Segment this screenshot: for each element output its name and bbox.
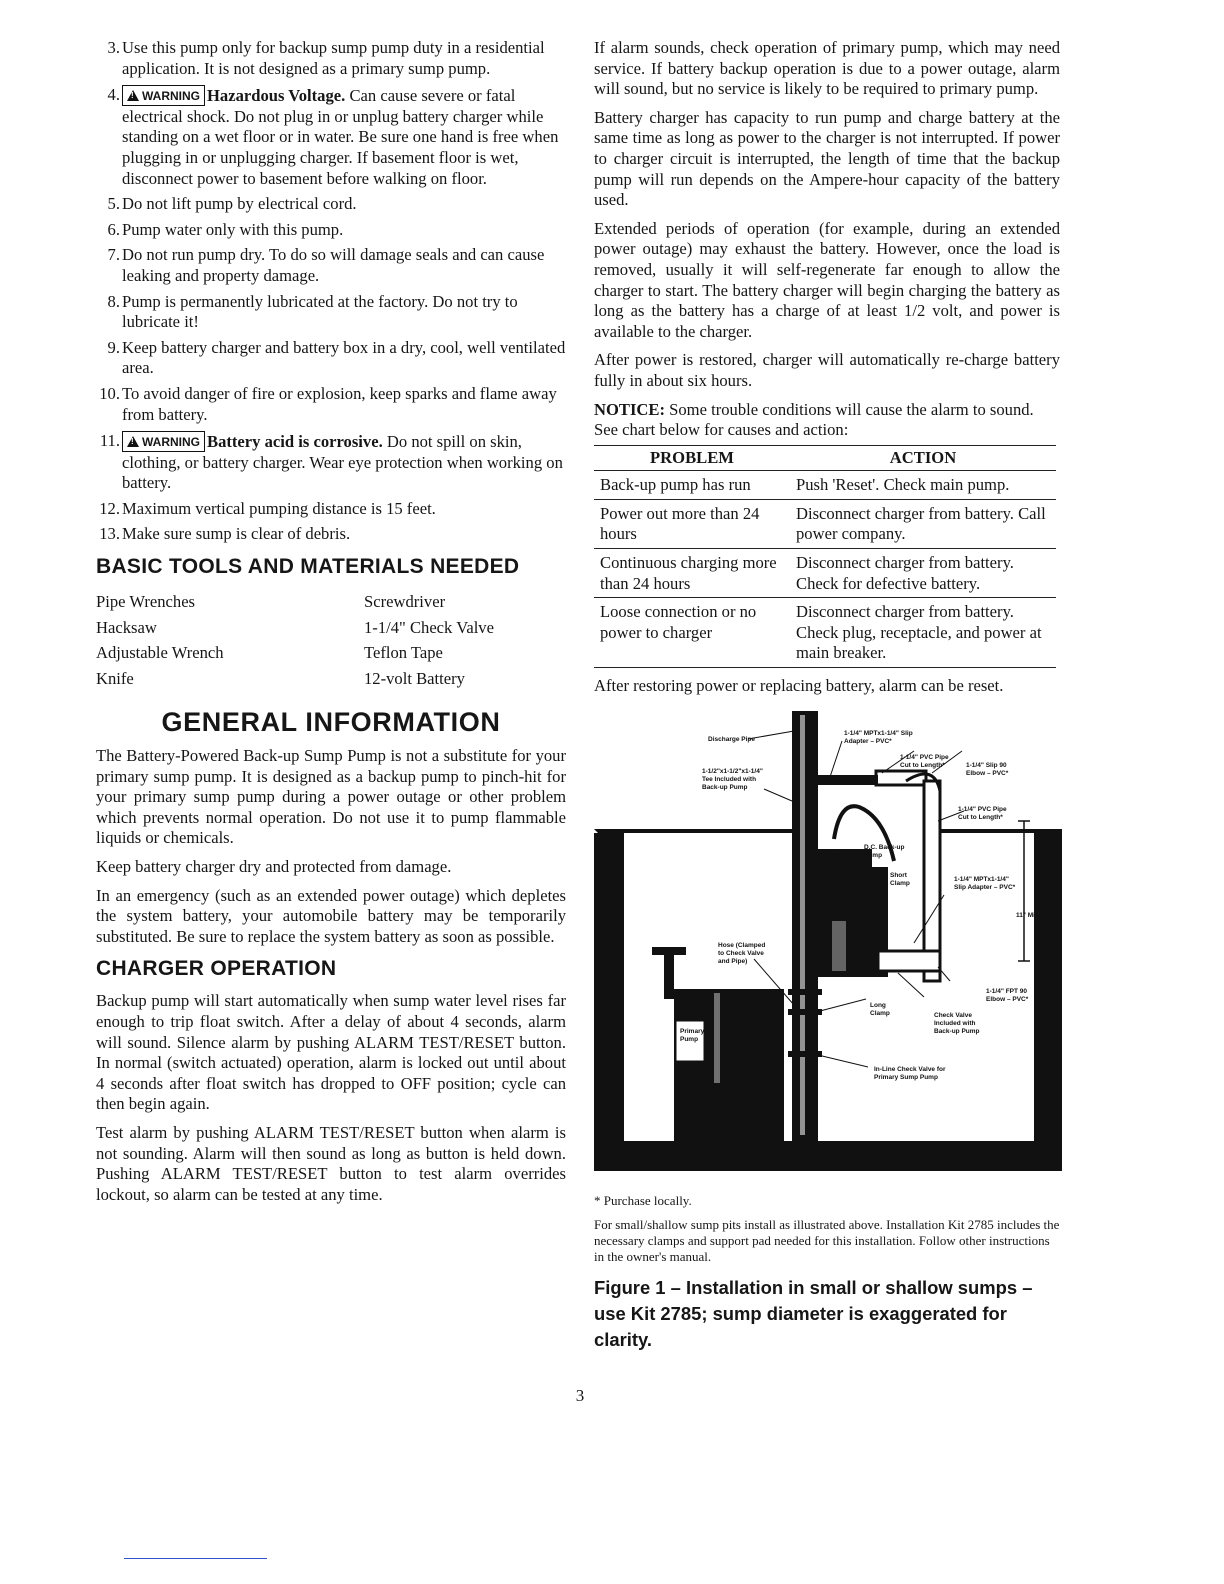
tool-item: Adjustable Wrench xyxy=(96,643,224,663)
list-item: 9. Keep battery charger and battery box in a dry, cool, well ventilated area. xyxy=(107,337,566,378)
problem-cell: Loose connection or no power to charger xyxy=(594,598,790,668)
svg-text:1-1/4" PVC Pipe: 1-1/4" PVC Pipe xyxy=(900,753,949,761)
figure-title: Figure 1 – Installation in small or shallow sumps – use Kit 2785; sump diameter is exaggerated for clarity. xyxy=(594,1276,1033,1350)
svg-text:Pad: Pad xyxy=(826,851,838,859)
svg-text:to Check Valve: to Check Valve xyxy=(718,949,764,957)
action-cell: Disconnect charger from battery. Check plug, receptacle, and power at main breaker. xyxy=(790,598,1056,668)
svg-text:Short: Short xyxy=(890,871,907,879)
reset-paragraph: After restoring power or replacing battery, alarm can be reset. xyxy=(594,676,1004,696)
general-paragraph: In an emergency (such as an extended power outage) which depletes the system battery, your automobile battery may be temporarily substituted. Be sure to replace the system battery as soon as possible. xyxy=(96,885,566,946)
safety-list xyxy=(96,38,566,545)
extended-operation-paragraph: Extended periods of operation (for example, during an extended power outage) may exhaust the battery. However, once the load is removed, usually it will self-regenerate far enough to allow the charger to start. The battery charger will begin charging the battery as long as the battery has a charge of at least 1/2 volt, and power is available to the charger. xyxy=(594,218,1060,341)
tool-item: Pipe Wrenches xyxy=(96,592,196,612)
notice-paragraph: NOTICE: Some trouble conditions will cause the alarm to sound. See chart below for causes and action: xyxy=(594,399,1034,440)
svg-text:Primary: Primary xyxy=(680,1027,705,1035)
svg-text:Elbow – PVC*: Elbow – PVC* xyxy=(986,995,1029,1003)
warning-item: 4. ! WARNING Hazardous Voltage. Can cause severe or fatal electrical shock. Do not plug in or unplug battery charger while standing on a wet floor or in water. Be sure one hand is free when plugging in or unplugging charger. If basement floor is wet, disconnect power to basement before walking on floor. xyxy=(96,85,566,189)
list-item: 3. Use this pump only for backup sump pump duty in a residential application. It is not designed as a primary sump pump. xyxy=(107,38,545,78)
svg-text:In-Line Check Valve for: In-Line Check Valve for xyxy=(874,1065,946,1073)
action-cell: Push 'Reset'. Check main pump. xyxy=(790,471,1056,500)
svg-text:1-1/4" FPT 90: 1-1/4" FPT 90 xyxy=(986,987,1028,995)
svg-text:Back-up Pump: Back-up Pump xyxy=(934,1027,980,1035)
installation-diagram xyxy=(594,711,1062,1187)
svg-text:1-1/2"x1-1/2"x1-1/4": 1-1/2"x1-1/2"x1-1/4" xyxy=(702,767,763,775)
warning-badge: ! WARNING xyxy=(122,431,205,452)
list-item: 6. Pump water only with this pump. xyxy=(107,219,344,239)
svg-text:Long: Long xyxy=(870,1001,886,1009)
list-item: 7. Do not run pump dry. To do so will damage seals and can cause leaking and property damage. xyxy=(107,245,545,285)
problem-cell: Continuous charging more than 24 hours xyxy=(594,549,790,598)
column-header: ACTION xyxy=(790,445,1056,471)
svg-text:Back-up Pump: Back-up Pump xyxy=(702,783,748,791)
general-paragraph: Keep battery charger dry and protected from damage. xyxy=(96,857,452,877)
table-header-row xyxy=(594,445,1056,471)
general-paragraph: The Battery-Powered Back-up Sump Pump is not a substitute for your primary sump pump. It is designed as a backup pump to pinch-hit for your primary sump pump during a power outage or other problem which prevents normal operation. Do not use it to pump flammable liquids or chemicals. xyxy=(96,746,566,848)
charger-capacity-paragraph: Battery charger has capacity to run pump and charge battery at the same time as long as power to the charger is not interrupted. If power to charger circuit is interrupted, the length of time that the backup pump will run depends on the Ampere-hour capacity of the battery used. xyxy=(594,107,1060,210)
svg-text:1-1/4" Slip 90: 1-1/4" Slip 90 xyxy=(966,761,1007,769)
tool-item: Screwdriver xyxy=(364,592,446,612)
list-item: 8. Pump is permanently lubricated at the factory. Do not try to lubricate it! xyxy=(107,291,518,332)
list-item: 13. Make sure sump is clear of debris. xyxy=(99,524,351,544)
action-cell: Disconnect charger from battery. Check for defective battery. xyxy=(790,549,1056,598)
svg-text:Cut to Length*: Cut to Length* xyxy=(958,813,1003,821)
action-cell: Disconnect charger from battery. Call power company. xyxy=(790,499,1056,548)
tool-item: Knife xyxy=(96,668,134,688)
problem-cell: Power out more than 24 hours xyxy=(594,499,790,548)
general-information-heading: GENERAL INFORMATION xyxy=(161,707,501,738)
column-header: PROBLEM xyxy=(594,445,790,471)
svg-text:Cut to Length*: Cut to Length* xyxy=(900,761,945,769)
tools-list xyxy=(96,589,566,691)
svg-text:Hose (Clamped: Hose (Clamped xyxy=(718,941,766,949)
label-discharge-pipe: Discharge Pipe xyxy=(708,735,755,743)
table-row xyxy=(594,499,1056,548)
svg-text:108 0003: 108 0003 xyxy=(938,1125,966,1133)
svg-text:Clamp: Clamp xyxy=(870,1009,890,1017)
tool-item: Teflon Tape xyxy=(364,643,443,663)
page-number: 3 xyxy=(575,1386,585,1405)
svg-text:Primary Sump Pump: Primary Sump Pump xyxy=(874,1073,938,1081)
footer-rule xyxy=(124,1558,267,1559)
svg-text:Adapter – PVC*: Adapter – PVC* xyxy=(844,737,892,745)
svg-text:1-1/4" PVC Pipe: 1-1/4" PVC Pipe xyxy=(958,805,1007,813)
right-column xyxy=(594,38,1060,1353)
svg-text:and Pipe): and Pipe) xyxy=(718,957,748,965)
list-item: 12. Maximum vertical pumping distance is 15 feet. xyxy=(99,498,436,518)
charger-operation-heading: CHARGER OPERATION xyxy=(96,957,337,981)
installation-note: For small/shallow sump pits install as illustrated above. Installation Kit 2785 includes the necessary clamps and support pad needed for this installation. Follow other instructions in the owner's manual. xyxy=(594,1216,1060,1264)
svg-text:Tee Included with: Tee Included with xyxy=(702,775,757,783)
alarm-paragraph: If alarm sounds, check operation of primary pump, which may need service. If battery backup operation is due to a power outage, alarm will sound, but no service is likely to be required to primary pump. xyxy=(594,38,1060,99)
problem-cell: Back-up pump has run xyxy=(594,471,790,500)
tools-heading: BASIC TOOLS AND MATERIALS NEEDED xyxy=(96,555,520,579)
tool-item: 1-1/4" Check Valve xyxy=(364,617,494,637)
svg-text:Slip Adapter – PVC*: Slip Adapter – PVC* xyxy=(954,883,1016,891)
svg-text:1-1/4" MPTx1-1/4": 1-1/4" MPTx1-1/4" xyxy=(954,875,1009,883)
table-row xyxy=(594,549,1056,598)
table-row xyxy=(594,471,1056,500)
list-item: 10. To avoid danger of fire or explosion, keep sparks and flame away from battery. xyxy=(99,383,557,424)
table-row xyxy=(594,598,1056,668)
warning-item: 11. ! WARNING Battery acid is corrosive. Do not spill on skin, clothing, or battery charger. Wear eye protection when working on battery. xyxy=(96,431,566,494)
svg-text:11" Min.: 11" Min. xyxy=(1016,911,1041,919)
power-restored-paragraph: After power is restored, charger will automatically re-charge battery fully in about six hours. xyxy=(594,350,1060,390)
installation-figure xyxy=(594,711,1062,1187)
left-column xyxy=(96,38,566,1213)
charger-paragraph: Test alarm by pushing ALARM TEST/RESET button when alarm is not sounding. Alarm will then sound as long as button is held down. Pushing ALARM TEST/RESET button to test alarm overrides lockout, so alarm can be tested at any time. xyxy=(96,1122,566,1204)
svg-text:Pump: Pump xyxy=(680,1035,699,1043)
purchase-note: * Purchase locally. xyxy=(594,1192,692,1208)
tool-item: 12-volt Battery xyxy=(364,668,465,688)
svg-text:Clamp: Clamp xyxy=(890,879,910,887)
svg-text:1-1/4" MPTx1-1/4" Slip: 1-1/4" MPTx1-1/4" Slip xyxy=(844,729,913,737)
trouble-table xyxy=(594,445,1056,668)
svg-text:Included with: Included with xyxy=(934,1019,976,1027)
svg-text:Pump: Pump xyxy=(864,851,883,859)
warning-badge: ! WARNING xyxy=(122,85,205,106)
warning-triangle-icon xyxy=(127,90,139,101)
charger-paragraph: Backup pump will start automatically when sump water level rises far enough to trip float switch. After a delay of about 4 seconds, alarm will sound. Silence alarm by pushing ALARM TEST/RESET button. In normal (switch actuated) operation, alarm is locked out until about 4 seconds after float switch has dropped to OFF position; cycle can then begin again. xyxy=(96,991,566,1114)
list-item: 5. Do not lift pump by electrical cord. xyxy=(107,194,357,214)
tool-item: Hacksaw xyxy=(96,617,157,637)
svg-text:Check Valve: Check Valve xyxy=(934,1011,972,1019)
svg-text:D.C. Back-up: D.C. Back-up xyxy=(864,843,905,851)
svg-text:Elbow – PVC*: Elbow – PVC* xyxy=(966,769,1009,777)
warning-triangle-icon xyxy=(127,436,139,447)
